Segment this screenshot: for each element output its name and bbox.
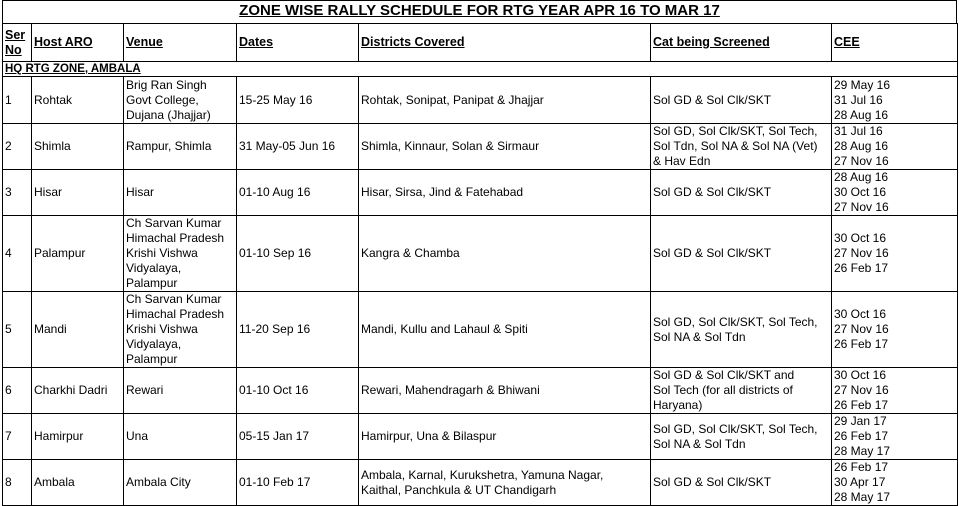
cell-dates: 01-10 Sep 16 [237, 216, 359, 292]
cell-dates: 01-10 Aug 16 [237, 170, 359, 216]
cell-cat-line: Sol GD & Sol Clk/SKT [653, 475, 772, 489]
cell-cat-line: Sol NA & Sol Tdn [653, 436, 746, 451]
cell-cee-line: 30 Apr 17 [834, 475, 886, 489]
cell-cat [651, 414, 832, 460]
cell-ser: 3 [3, 170, 32, 216]
cell-venue-line: Rewari [126, 383, 164, 397]
cell-cat [651, 170, 832, 216]
cell-cat-line: Sol GD, Sol Clk/SKT, Sol Tech, [653, 314, 818, 329]
cell-cee-line: 30 Oct 16 [834, 185, 887, 199]
cell-dates: 11-20 Sep 16 [237, 292, 359, 368]
table-row [3, 292, 958, 368]
header-cat: Cat being Screened [651, 24, 832, 62]
cell-districts-line: Hisar, Sirsa, Jind & Fatehabad [361, 185, 524, 199]
cell-venue-line: Krishi Vishwa [126, 246, 198, 260]
cell-cee-line: 31 Jul 16 [834, 124, 883, 138]
table-row [3, 124, 958, 170]
cell-cat-line: & Hav Edn [653, 154, 711, 168]
cell-venue-line: Vidyalaya, [126, 337, 182, 351]
cell-districts-line: Mandi, Kullu and Lahaul & Spiti [361, 322, 528, 336]
cell-host: Hamirpur [32, 414, 124, 460]
cell-cat [651, 124, 832, 170]
cell-cee-line: 28 Aug 16 [834, 139, 889, 153]
cell-cat [651, 77, 832, 124]
header-ser-line2: No [5, 42, 22, 57]
cell-host: Charkhi Dadri [32, 368, 124, 414]
cell-districts-line: Kangra & Chamba [361, 246, 460, 260]
cell-cee [832, 124, 958, 170]
cell-districts [359, 292, 651, 368]
cell-venue-line: Himachal Pradesh [126, 307, 225, 321]
cell-cee [832, 368, 958, 414]
cell-cee [832, 170, 958, 216]
cell-cee-line: 27 Nov 16 [834, 322, 889, 336]
header-dates: Dates [237, 24, 359, 62]
cell-cat [651, 368, 832, 414]
cell-cat-line: Sol Tdn, Sol NA & Sol NA (Vet) [653, 139, 818, 153]
cell-districts [359, 414, 651, 460]
cell-cee-line: 27 Nov 16 [834, 383, 889, 397]
cell-ser: 2 [3, 124, 32, 170]
cell-cee-line: 31 Jul 16 [834, 92, 883, 107]
cell-districts [359, 77, 651, 124]
cell-districts [359, 124, 651, 170]
cell-cat-line: Sol GD & Sol Clk/SKT [653, 92, 772, 107]
cell-ser: 4 [3, 216, 32, 292]
header-cee: CEE [832, 24, 958, 62]
cell-cee-line: 26 Feb 17 [834, 429, 889, 443]
cell-venue [124, 414, 237, 460]
cell-cee-line: 30 Oct 16 [834, 307, 887, 321]
cell-venue [124, 216, 237, 292]
cell-venue [124, 77, 237, 124]
cell-cat [651, 216, 832, 292]
cell-ser: 6 [3, 368, 32, 414]
cell-districts [359, 216, 651, 292]
cell-venue [124, 170, 237, 216]
cell-venue-line: Palampur [126, 352, 178, 366]
cell-cee [832, 77, 958, 124]
header-venue: Venue [124, 24, 237, 62]
table-row [3, 170, 958, 216]
cell-cee [832, 216, 958, 292]
cell-districts-line: Kaithal, Panchkula & UT Chandigarh [361, 482, 557, 497]
cell-cat [651, 292, 832, 368]
header-districts: Districts Covered [359, 24, 651, 62]
cell-cat-line: Sol GD & Sol Clk/SKT and [653, 368, 795, 382]
cell-venue [124, 460, 237, 506]
cell-districts-line: Rewari, Mahendragarh & Bhiwani [361, 383, 540, 397]
cell-cee-line: 29 Jan 17 [834, 414, 887, 428]
cell-ser: 1 [3, 77, 32, 124]
cell-venue-line: Dujana (Jhajjar) [126, 107, 211, 122]
cell-dates: 01-10 Oct 16 [237, 368, 359, 414]
cell-cat-line: Sol GD, Sol Clk/SKT, Sol Tech, [653, 421, 818, 436]
cell-cee-line: 26 Feb 17 [834, 460, 889, 474]
cell-cee [832, 292, 958, 368]
cell-dates: 15-25 May 16 [237, 77, 359, 124]
cell-cat-line: Sol GD, Sol Clk/SKT, Sol Tech, [653, 124, 818, 138]
cell-cee-line: 27 Nov 16 [834, 246, 889, 260]
cell-host: Shimla [32, 124, 124, 170]
header-ser [3, 24, 32, 62]
cell-ser: 7 [3, 414, 32, 460]
zone-label: HQ RTG ZONE, AMBALA [3, 62, 958, 77]
table-row [3, 368, 958, 414]
cell-venue-line: Ch Sarvan Kumar [126, 216, 222, 230]
cell-venue-line: Una [126, 429, 149, 443]
cell-venue-line: Ambala City [126, 475, 191, 489]
cell-venue-line: Himachal Pradesh [126, 231, 225, 245]
cell-ser: 5 [3, 292, 32, 368]
cell-dates: 01-10 Feb 17 [237, 460, 359, 506]
cell-cee-line: 28 May 17 [834, 444, 891, 458]
cell-districts-line: Ambala, Karnal, Kurukshetra, Yamuna Nagar, [361, 467, 604, 482]
page-title: ZONE WISE RALLY SCHEDULE FOR RTG YEAR APR 16 TO MAR 17 [239, 2, 720, 19]
cell-dates: 05-15 Jan 17 [237, 414, 359, 460]
cell-venue-line: Ch Sarvan Kumar [126, 292, 222, 306]
table-row [3, 460, 958, 506]
cell-cat-line: Haryana) [653, 398, 703, 412]
title-bar [2, 0, 957, 23]
cell-cat-line: Sol GD & Sol Clk/SKT [653, 246, 772, 260]
cell-districts-line: Shimla, Kinnaur, Solan & Sirmaur [361, 139, 540, 153]
cell-host: Palampur [32, 216, 124, 292]
cell-districts-line: Rohtak, Sonipat, Panipat & Jhajjar [361, 92, 544, 107]
cell-ser: 8 [3, 460, 32, 506]
cell-cee-line: 30 Oct 16 [834, 368, 887, 382]
cell-cat-line: Sol GD & Sol Clk/SKT [653, 185, 772, 199]
header-row [3, 24, 958, 62]
cell-venue [124, 292, 237, 368]
cell-cee-line: 26 Feb 17 [834, 337, 889, 351]
cell-host: Hisar [32, 170, 124, 216]
cell-districts [359, 368, 651, 414]
cell-districts [359, 460, 651, 506]
cell-venue [124, 124, 237, 170]
cell-venue-line: Govt College, [126, 92, 199, 107]
cell-cat-line: Sol Tech (for all districts of [653, 383, 793, 397]
rally-schedule-table [2, 23, 958, 506]
cell-venue [124, 368, 237, 414]
zone-row [3, 62, 958, 77]
cell-host: Ambala [32, 460, 124, 506]
cell-cee [832, 414, 958, 460]
cell-venue-line: Vidyalaya, [126, 261, 182, 275]
cell-districts-line: Hamirpur, Una & Bilaspur [361, 429, 497, 443]
cell-cat [651, 460, 832, 506]
cell-venue-line: Krishi Vishwa [126, 322, 198, 336]
header-ser-line1: Ser [5, 27, 26, 42]
cell-cee [832, 460, 958, 506]
table-row [3, 414, 958, 460]
cell-dates: 31 May-05 Jun 16 [237, 124, 359, 170]
cell-host: Mandi [32, 292, 124, 368]
cell-cee-line: 29 May 16 [834, 77, 891, 92]
cell-cat-line: Sol NA & Sol Tdn [653, 329, 746, 344]
cell-cee-line: 26 Feb 17 [834, 398, 889, 412]
cell-cee-line: 28 Aug 16 [834, 107, 889, 122]
cell-host: Rohtak [32, 77, 124, 124]
table-row [3, 216, 958, 292]
cell-venue-line: Palampur [126, 276, 178, 290]
cell-districts [359, 170, 651, 216]
cell-cee-line: 28 Aug 16 [834, 170, 889, 184]
table-row [3, 77, 958, 124]
cell-cee-line: 30 Oct 16 [834, 231, 887, 245]
cell-cee-line: 27 Nov 16 [834, 200, 889, 214]
cell-venue-line: Brig Ran Singh [126, 77, 207, 92]
header-host: Host ARO [32, 24, 124, 62]
cell-cee-line: 27 Nov 16 [834, 154, 889, 168]
cell-cee-line: 26 Feb 17 [834, 261, 889, 275]
cell-venue-line: Hisar [126, 185, 155, 199]
cell-venue-line: Rampur, Shimla [126, 139, 212, 153]
cell-cee-line: 28 May 17 [834, 490, 891, 504]
